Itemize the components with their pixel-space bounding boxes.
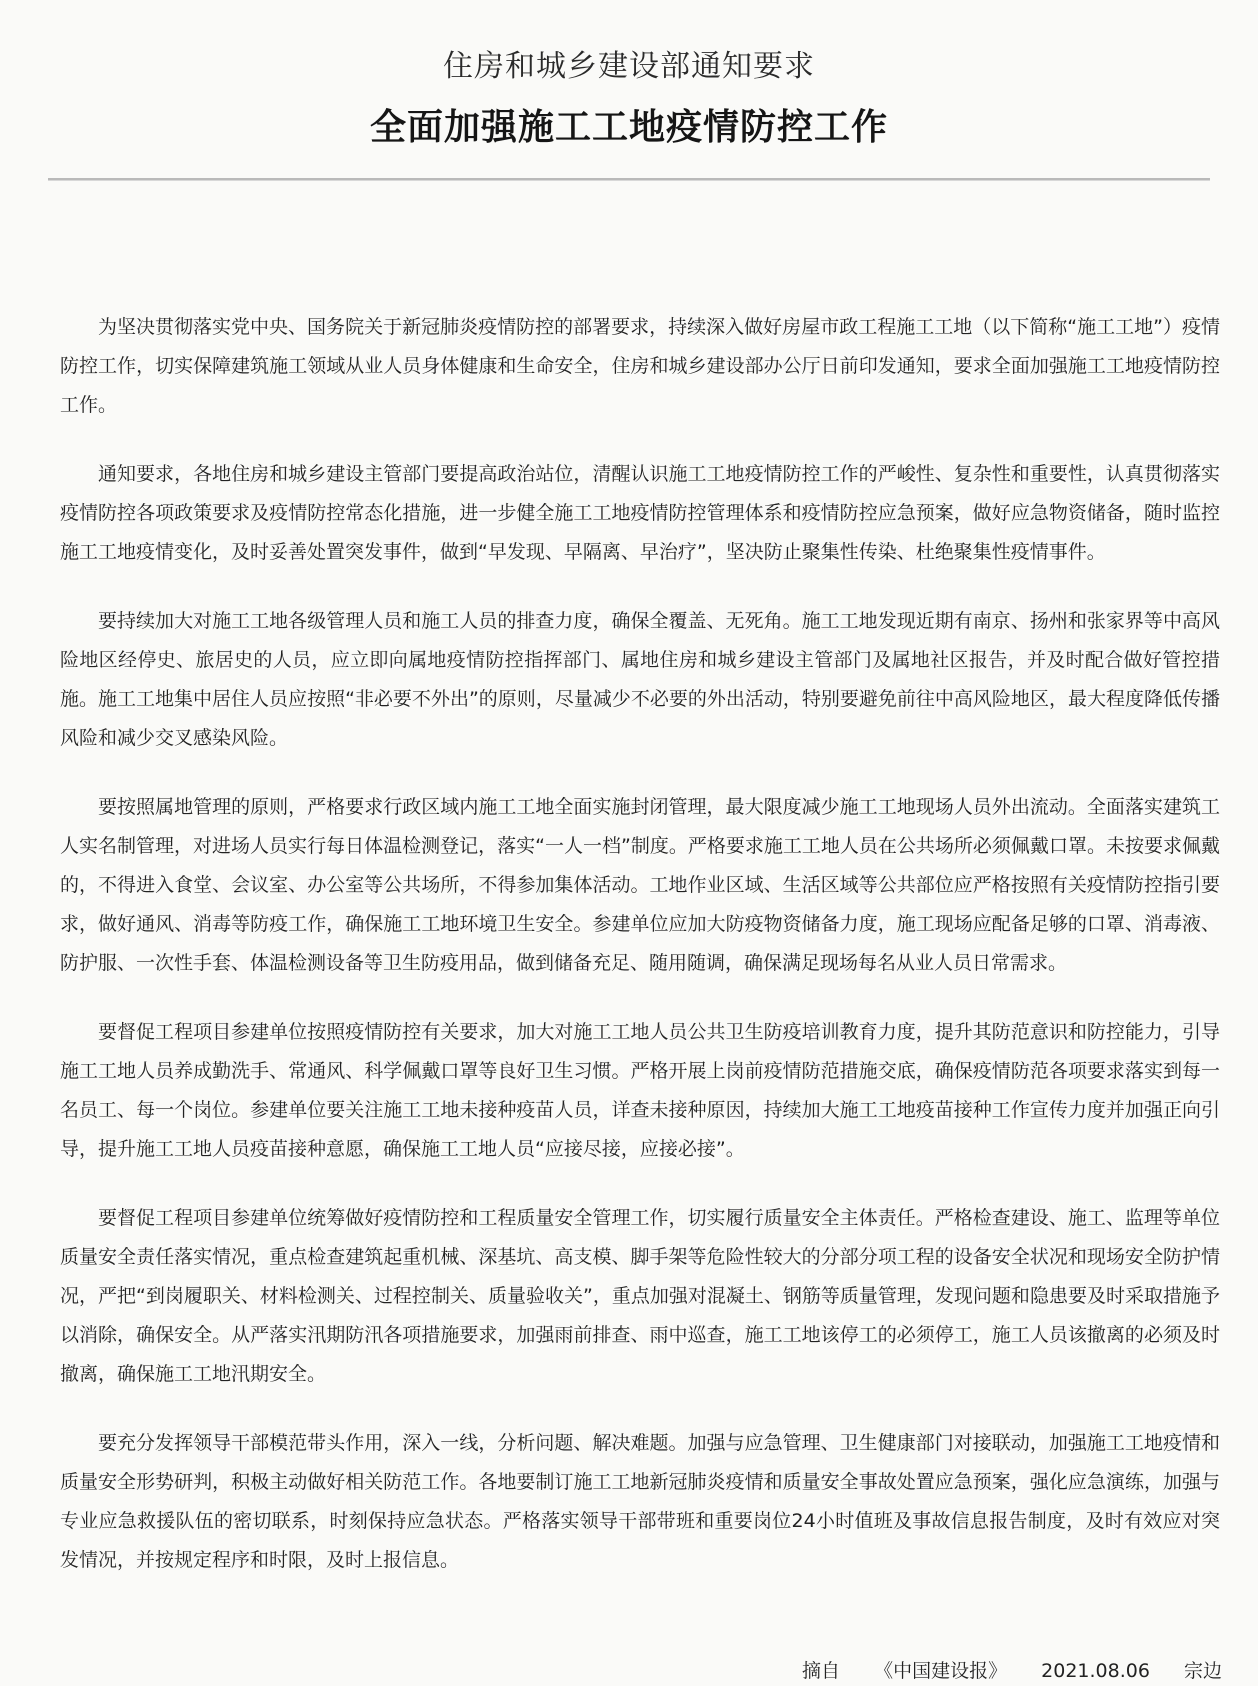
paragraph-1: 为坚决贯彻落实党中央、国务院关于新冠肺炎疫情防控的部署要求，持续深入做好房屋市政工程施工工地（以下简称“施工工地”）疫情防控工作，切实保障建筑施工领域从业人员身体健康和生命安全，住房和城乡建设部办公厅日前印发通知，要求全面加强施工工地疫情防控工作。 — [60, 316, 1220, 416]
byline-date: 2021.08.06 — [1041, 1660, 1150, 1682]
article-header — [0, 46, 1258, 154]
article-title: 全面加强施工工地疫情防控工作 — [369, 107, 888, 148]
paragraph-6: 要督促工程项目参建单位统筹做好疫情防控和工程质量安全管理工作，切实履行质量安全主体责任。严格检查建设、施工、监理等单位质量安全责任落实情况，重点检查建筑起重机械、深基坑、高支模、脚手架等危险性较大的分部分项工程的设备安全状况和现场安全防护情况，严把“到岗履职关、材料检测关、过程控制关、质量验收关”，重点加强对混凝土、钢筋等质量管理，发现问题和隐患要及时采取措施予以消除，确保安全。从严落实汛期防汛各项措施要求，加强雨前排查、雨中巡查，施工工地该停工的必须停工，施工人员该撤离的必须及时撤离，确保施工工地汛期安全。 — [60, 1207, 1220, 1385]
header-divider — [48, 178, 1210, 181]
article-subtitle: 住房和城乡建设部通知要求 — [443, 49, 815, 84]
byline-author: 宗边 — [1183, 1660, 1222, 1682]
article-body — [60, 308, 1220, 1610]
byline-source: 《中国建设报》 — [874, 1660, 1008, 1682]
paragraph-7: 要充分发挥领导干部模范带头作用，深入一线，分析问题、解决难题。加强与应急管理、卫生健康部门对接联动，加强施工工地疫情和质量安全形势研判，积极主动做好相关防范工作。各地要制订施工工地新冠肺炎疫情和质量安全事故处置应急预案，强化应急演练，加强与专业应急救援队伍的密切联系，时刻保持应急状态。严格落实领导干部带班和重要岗位24小时值班及事故信息报告制度，及时有效应对突发情况，并按规定程序和时限，及时上报信息。 — [60, 1432, 1220, 1571]
paragraph-4: 要按照属地管理的原则，严格要求行政区域内施工工地全面实施封闭管理，最大限度减少施工工地现场人员外出流动。全面落实建筑工人实名制管理，对进场人员实行每日体温检测登记，落实“一人一档”制度。严格要求施工工地人员在公共场所必须佩戴口罩。未按要求佩戴的，不得进入食堂、会议室、办公室等公共场所，不得参加集体活动。工地作业区域、生活区域等公共部位应严格按照有关疫情防控指引要求，做好通风、消毒等防疫工作，确保施工工地环境卫生安全。参建单位应加大防疫物资储备力度，施工现场应配备足够的口罩、消毒液、防护服、一次性手套、体温检测设备等卫生防疫用品，做到储备充足、随用随调，确保满足现场每名从业人员日常需求。 — [60, 796, 1220, 974]
paragraph-5: 要督促工程项目参建单位按照疫情防控有关要求，加大对施工工地人员公共卫生防疫培训教育力度，提升其防范意识和防控能力，引导施工工地人员养成勤洗手、常通风、科学佩戴口罩等良好卫生习惯。严格开展上岗前疫情防范措施交底，确保疫情防范各项要求落实到每一名员工、每一个岗位。参建单位要关注施工工地未接种疫苗人员，详查未接种原因，持续加大施工工地疫苗接种工作宣传力度并加强正向引导，提升施工工地人员疫苗接种意愿，确保施工工地人员“应接尽接，应接必接”。 — [60, 1021, 1220, 1160]
source-byline — [802, 1658, 1222, 1684]
paragraph-3: 要持续加大对施工工地各级管理人员和施工人员的排查力度，确保全覆盖、无死角。施工工地发现近期有南京、扬州和张家界等中高风险地区经停史、旅居史的人员，应立即向属地疫情防控指挥部门、属地住房和城乡建设主管部门及属地社区报告，并及时配合做好管控措施。施工工地集中居住人员应按照“非必要不外出”的原则，尽量减少不必要的外出活动，特别要避免前往中高风险地区，最大程度降低传播风险和减少交叉感染风险。 — [60, 610, 1220, 749]
byline-prefix: 摘自 — [802, 1660, 841, 1682]
paragraph-2: 通知要求，各地住房和城乡建设主管部门要提高政治站位，清醒认识施工工地疫情防控工作的严峻性、复杂性和重要性，认真贯彻落实疫情防控各项政策要求及疫情防控常态化措施，进一步健全施工工地疫情防控管理体系和疫情防控应急预案，做好应急物资储备，随时监控施工工地疫情变化，及时妥善处置突发事件，做到“早发现、早隔离、早治疗”，坚决防止聚集性传染、杜绝聚集性疫情事件。 — [60, 463, 1220, 563]
